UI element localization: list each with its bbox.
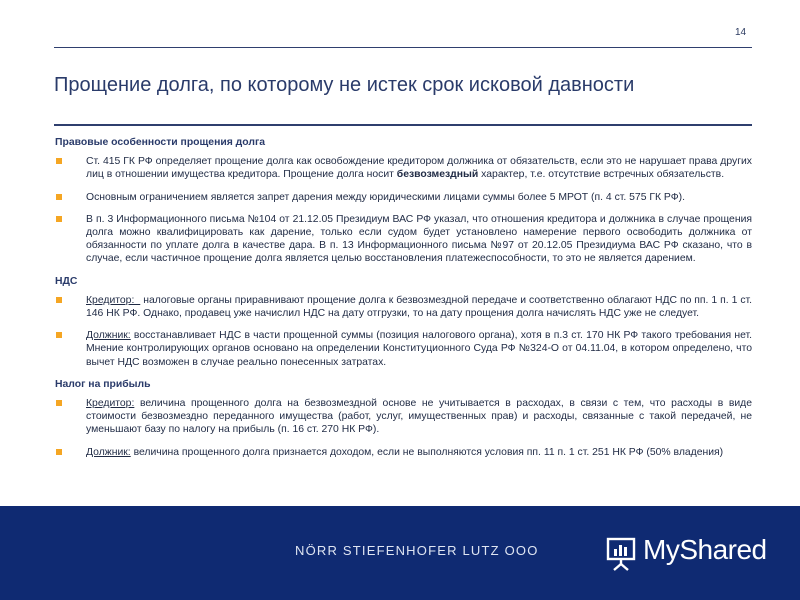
item-text: величина прощенного долга на безвозмездной основе не учитывается в расходах, в связи с тем, что расходы в виде стоимости безвозмездно переданного имущества (работ, услуг, имущественных прав) и расходы, связанные с такой передачей, не уменьшают базу по налогу на прибыль (п. 16 ст. 270 НК РФ). [86,398,752,436]
bullet-list [55,155,752,265]
item-text: налоговые органы приравнивают прощение долга к безвозмездной передаче и соответственно облагают НДС по пп. 1 п. 1 ст. 146 НК РФ. Однако, продавец уже начислил НДС на дату отгрузки, то на дату прощения долга начислять НДС уже не следует. [86,294,753,320]
logo-text: MyShared [643,534,767,565]
item-bold-text: безвозмездный [396,169,479,181]
bullet-list [55,397,752,459]
list-item [55,397,752,437]
footer-band [0,506,800,600]
item-text: величина прощенного долга признается доходом, если не выполняются условия пп. 11 п. 1 ст. 251 НК РФ (50% владения) [130,446,724,458]
item-text: характер, т.е. отсутствие встречных обязательств. [478,169,725,181]
list-item [55,213,752,266]
item-text: Ст. 415 ГК РФ определяет прощение долга как освобождение кредитором должника от обязательств, если это не нарушает права других лиц в отношении имущества кредитора. Прощение долга носит [86,156,752,181]
list-item [55,329,752,369]
item-label: Кредитор: [86,398,135,410]
list-item [55,446,752,459]
bullet-square-icon [56,297,62,303]
section-legal-features [55,136,752,266]
bullet-square-icon [56,194,62,200]
section-profit-tax [55,378,752,459]
myshared-logo[interactable] [605,534,785,574]
list-item [55,155,752,181]
bullet-list [55,294,752,369]
page-title: Прощение долга, по которому не истек срок исковой давности [54,74,635,96]
section-heading: НДС [55,275,78,287]
slide-content [55,134,752,468]
item-label: Должник: [86,330,131,342]
section-heading: Налог на прибыль [55,378,151,390]
bullet-square-icon [56,158,62,164]
list-item [55,294,752,320]
item-label: Кредитор: [86,294,141,306]
bullet-square-icon [56,400,62,406]
section-vat [55,275,752,369]
item-text: восстанавливает НДС в части прощенной суммы (позиция налогового органа), хотя в п.3 ст. 170 НК РФ такого требования нет. Мнение контролирующих органов основано на определении Конституционного Суда РФ №324-О от 04.11.04, в котором определено, что вычет НДС возможен в случае реально понесенных затратах. [86,330,752,368]
bullet-square-icon [56,449,62,455]
bullet-square-icon [56,216,62,222]
top-rule [54,47,752,48]
section-heading: Правовые особенности прощения долга [55,137,266,148]
firm-name: NÖRR STIEFENHOFER LUTZ OOO [295,543,539,558]
item-text: В п. 3 Информационного письма №104 от 21.12.05 Президиум ВАС РФ указал, что отношения кредитора и должника в случае прощения долга можно квалифицировать как дарение, только если судом будет установлено намерение первого освободить должника от обязанности по уплате долга в качестве дара. В п. 13 Информационного письма №97 от 20.12.05 Президиума ВАС РФ сказано, что в случае, если частичное прощение долга является целью восстановления платежеспособности, то это не является дарением. [86,213,752,265]
item-label: Должник: [86,446,131,458]
item-text: Основным ограничением является запрет дарения между юридическими лицами суммы более 5 МРОТ (п. 4 ст. 575 ГК РФ). [86,191,685,203]
presentation-board-icon [605,536,639,572]
list-item [55,191,752,204]
bullet-square-icon [56,332,62,338]
title-rule [54,124,752,126]
page-number: 14 [735,27,747,38]
